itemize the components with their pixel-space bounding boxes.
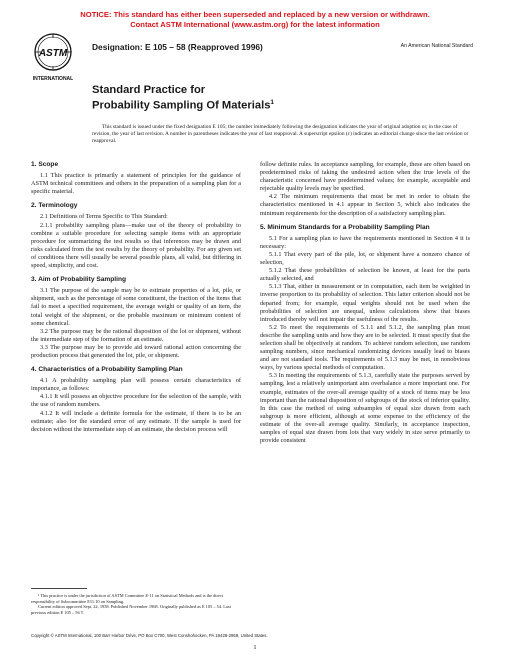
- paragraph: 4.2 The minimum requirements that must be met in order to obtain the characteristics mentioned in 4.1 appear in Section 5, which also indicates the minimum requirements for the description of a satisfactory sampling plan.: [260, 193, 470, 217]
- paragraph: 1.1 This practice is primarily a statement of principles for the guidance of ASTM technical committees and others in the preparation of a sampling plan for a specific material.: [31, 172, 241, 196]
- paragraph: 5.1 For a sampling plan to have the requirements mentioned in Section 4 it is necessary:: [260, 234, 470, 250]
- paragraph: 2.1 Definitions of Terms Specific to This Standard:: [40, 213, 168, 221]
- withdrawal-notice: [0, 10, 510, 30]
- designation: Designation: E 105 – 58 (Reapproved 1996): [92, 42, 263, 52]
- american-national-standard-label: An American National Standard: [400, 43, 473, 49]
- right-column: [260, 161, 470, 445]
- copyright-line: Copyright © ASTM International, 100 Barr Harbor Drive, PO Box C700, West Conshohocken, PA 19428-2959, United States.: [31, 633, 268, 638]
- section-heading: 2. Terminology: [31, 202, 78, 210]
- footnote-2: Current edition approved Sept. 22, 1958. Published November 1968. Originally published as E 105 – 54. Last previous edition E 105 – 56 T.: [31, 604, 231, 615]
- title-line-2: [92, 97, 274, 112]
- issuance-note: This standard is issued under the fixed designation E 105; the number immediately following the designation indicates the year of original adoption or, in the case of revision, the year of last revision. A number in parentheses indicates the year of last reapproval. A superscript epsilon (ε) indicates an editorial change since the last revision or reapproval.: [92, 124, 469, 145]
- section-heading: 3. Aim of Probability Sampling: [31, 276, 127, 284]
- footnote-rule: [31, 588, 87, 589]
- title-footnote-mark: 1: [270, 98, 275, 106]
- paragraph: follow definite rules. In acceptance sampling, for example, these are often based on predetermined risks of taking the undesired action when the true levels of the characteristic concerned have predetermined values; for example, acceptable and rejectable quality levels may be specified.: [260, 161, 470, 193]
- notice-line-1: NOTICE: This standard has either been superseded and replaced by a new version or withdrawn.: [80, 10, 430, 19]
- section-heading: 4. Characteristics of a Probability Sampling Plan: [31, 366, 183, 374]
- logo-caption: INTERNATIONAL: [32, 76, 74, 82]
- section-heading: 5. Minimum Standards for a Probability Sampling Plan: [260, 223, 430, 231]
- paragraph: 3.1 The purpose of the sample may be to estimate properties of a lot, pile, or shipment, such as the percentage of some constituent, the fraction of the items that fail to meet a specified requirement, the average weight or quality of an item, the total weight of the shipment, or the probable maximum or minimum content of some chemical.: [31, 287, 241, 327]
- footnote-1: ¹ This practice is under the jurisdiction of ASTM Committee E-11 on Statistical Methods and is the direct responsibility of Subcommittee E11.10 on Sampling.: [31, 593, 224, 604]
- section-heading: 1. Scope: [31, 161, 59, 168]
- footnotes: [31, 593, 241, 615]
- document-title: [92, 84, 274, 112]
- paragraph: 4.1.1 It will possess an objective procedure for the selection of the sample, with the use of random numbers.: [31, 393, 241, 409]
- paragraph: 3.3 The purpose may be to provide aid toward rational action concerning the production process that generated the lot, pile, or shipment.: [31, 343, 241, 359]
- astm-logo: [30, 31, 76, 83]
- logo-text: ASTM: [38, 48, 68, 59]
- title-line-1: Standard Practice for: [92, 84, 206, 96]
- left-column: [31, 161, 241, 434]
- paragraph: 4.1.2 It will include a definite formula for the estimate, if there is to be an estimate; also for the standard error of any estimate. If the sample is used for decision without the intermediate step of an estimate, the decision process will: [31, 409, 241, 433]
- page-number: 1: [253, 644, 257, 651]
- paragraph: 2.1.1 probability sampling plans—make use of the theory of probability to combine a suitable procedure for selecting sample items with an appropriate procedure for summarizing the test results so that inferences may be drawn and risks calculated from the test results by the theory of probability. For any given set of conditions there will usually be several possible plans, all valid, but differing in speed, simplicity, and cost.: [31, 221, 241, 270]
- paragraph: 5.2 To meet the requirements of 5.1.1 and 5.1.2, the sampling plan must describe the sampling units and how they are to be selected. It must specify that the selection shall be objectively at random. To achieve random selection, use random sampling numbers, since mechanical randomizing devices usually lead to biases and are not standard tools. The requirements of 5.1.3 may be met, in nonobvious ways, by various special methods of computation.: [260, 323, 470, 372]
- paragraph: 5.1.3 That, either in measurement or in computation, each item be weighted in inverse proportion to its probability of selection. This latter criterion should not be departed from; for example, equal weights should not be used when the probabilities of selection are unequal, unless calculations show that biases introduced thereby will not impair the usefulness of the results.: [260, 283, 470, 323]
- title-main: Probability Sampling Of Materials: [92, 99, 271, 112]
- paragraph: 4.1 A probability sampling plan will possess certain characteristics of importance, as follows:: [31, 377, 241, 393]
- paragraph: 3.2 The purpose may be the rational disposition of the lot or shipment, without the intermediate step of the formation of an estimate.: [31, 327, 241, 343]
- paragraph: 5.1.1 That every part of the pile, lot, or shipment have a nonzero chance of selection,: [260, 250, 470, 267]
- notice-line-2: Contact ASTM International (www.astm.org) for the latest information: [130, 20, 380, 29]
- paragraph: 5.1.2 That these probabilities of selection be known, at least for the parts actually selected, and: [260, 267, 470, 283]
- paragraph: 5.3 In meeting the requirements of 5.1.3, carefully state the purposes served by sampling, lest a relatively unimportant aim overbalance a more important one. For example, estimates of the over-all average quality of a stock of items may be less important than the rational disposition of subgroups of the stock of inferior quality. In this case the method of using subsamples of equal size drawn from each subgroup is more efficient, although at some expense to the efficiency of the estimate of the over-all average quality. Similarly, in acceptance inspection, samples of equal size drawn from lots that vary widely in size serve primarily to provide consistent: [260, 372, 470, 445]
